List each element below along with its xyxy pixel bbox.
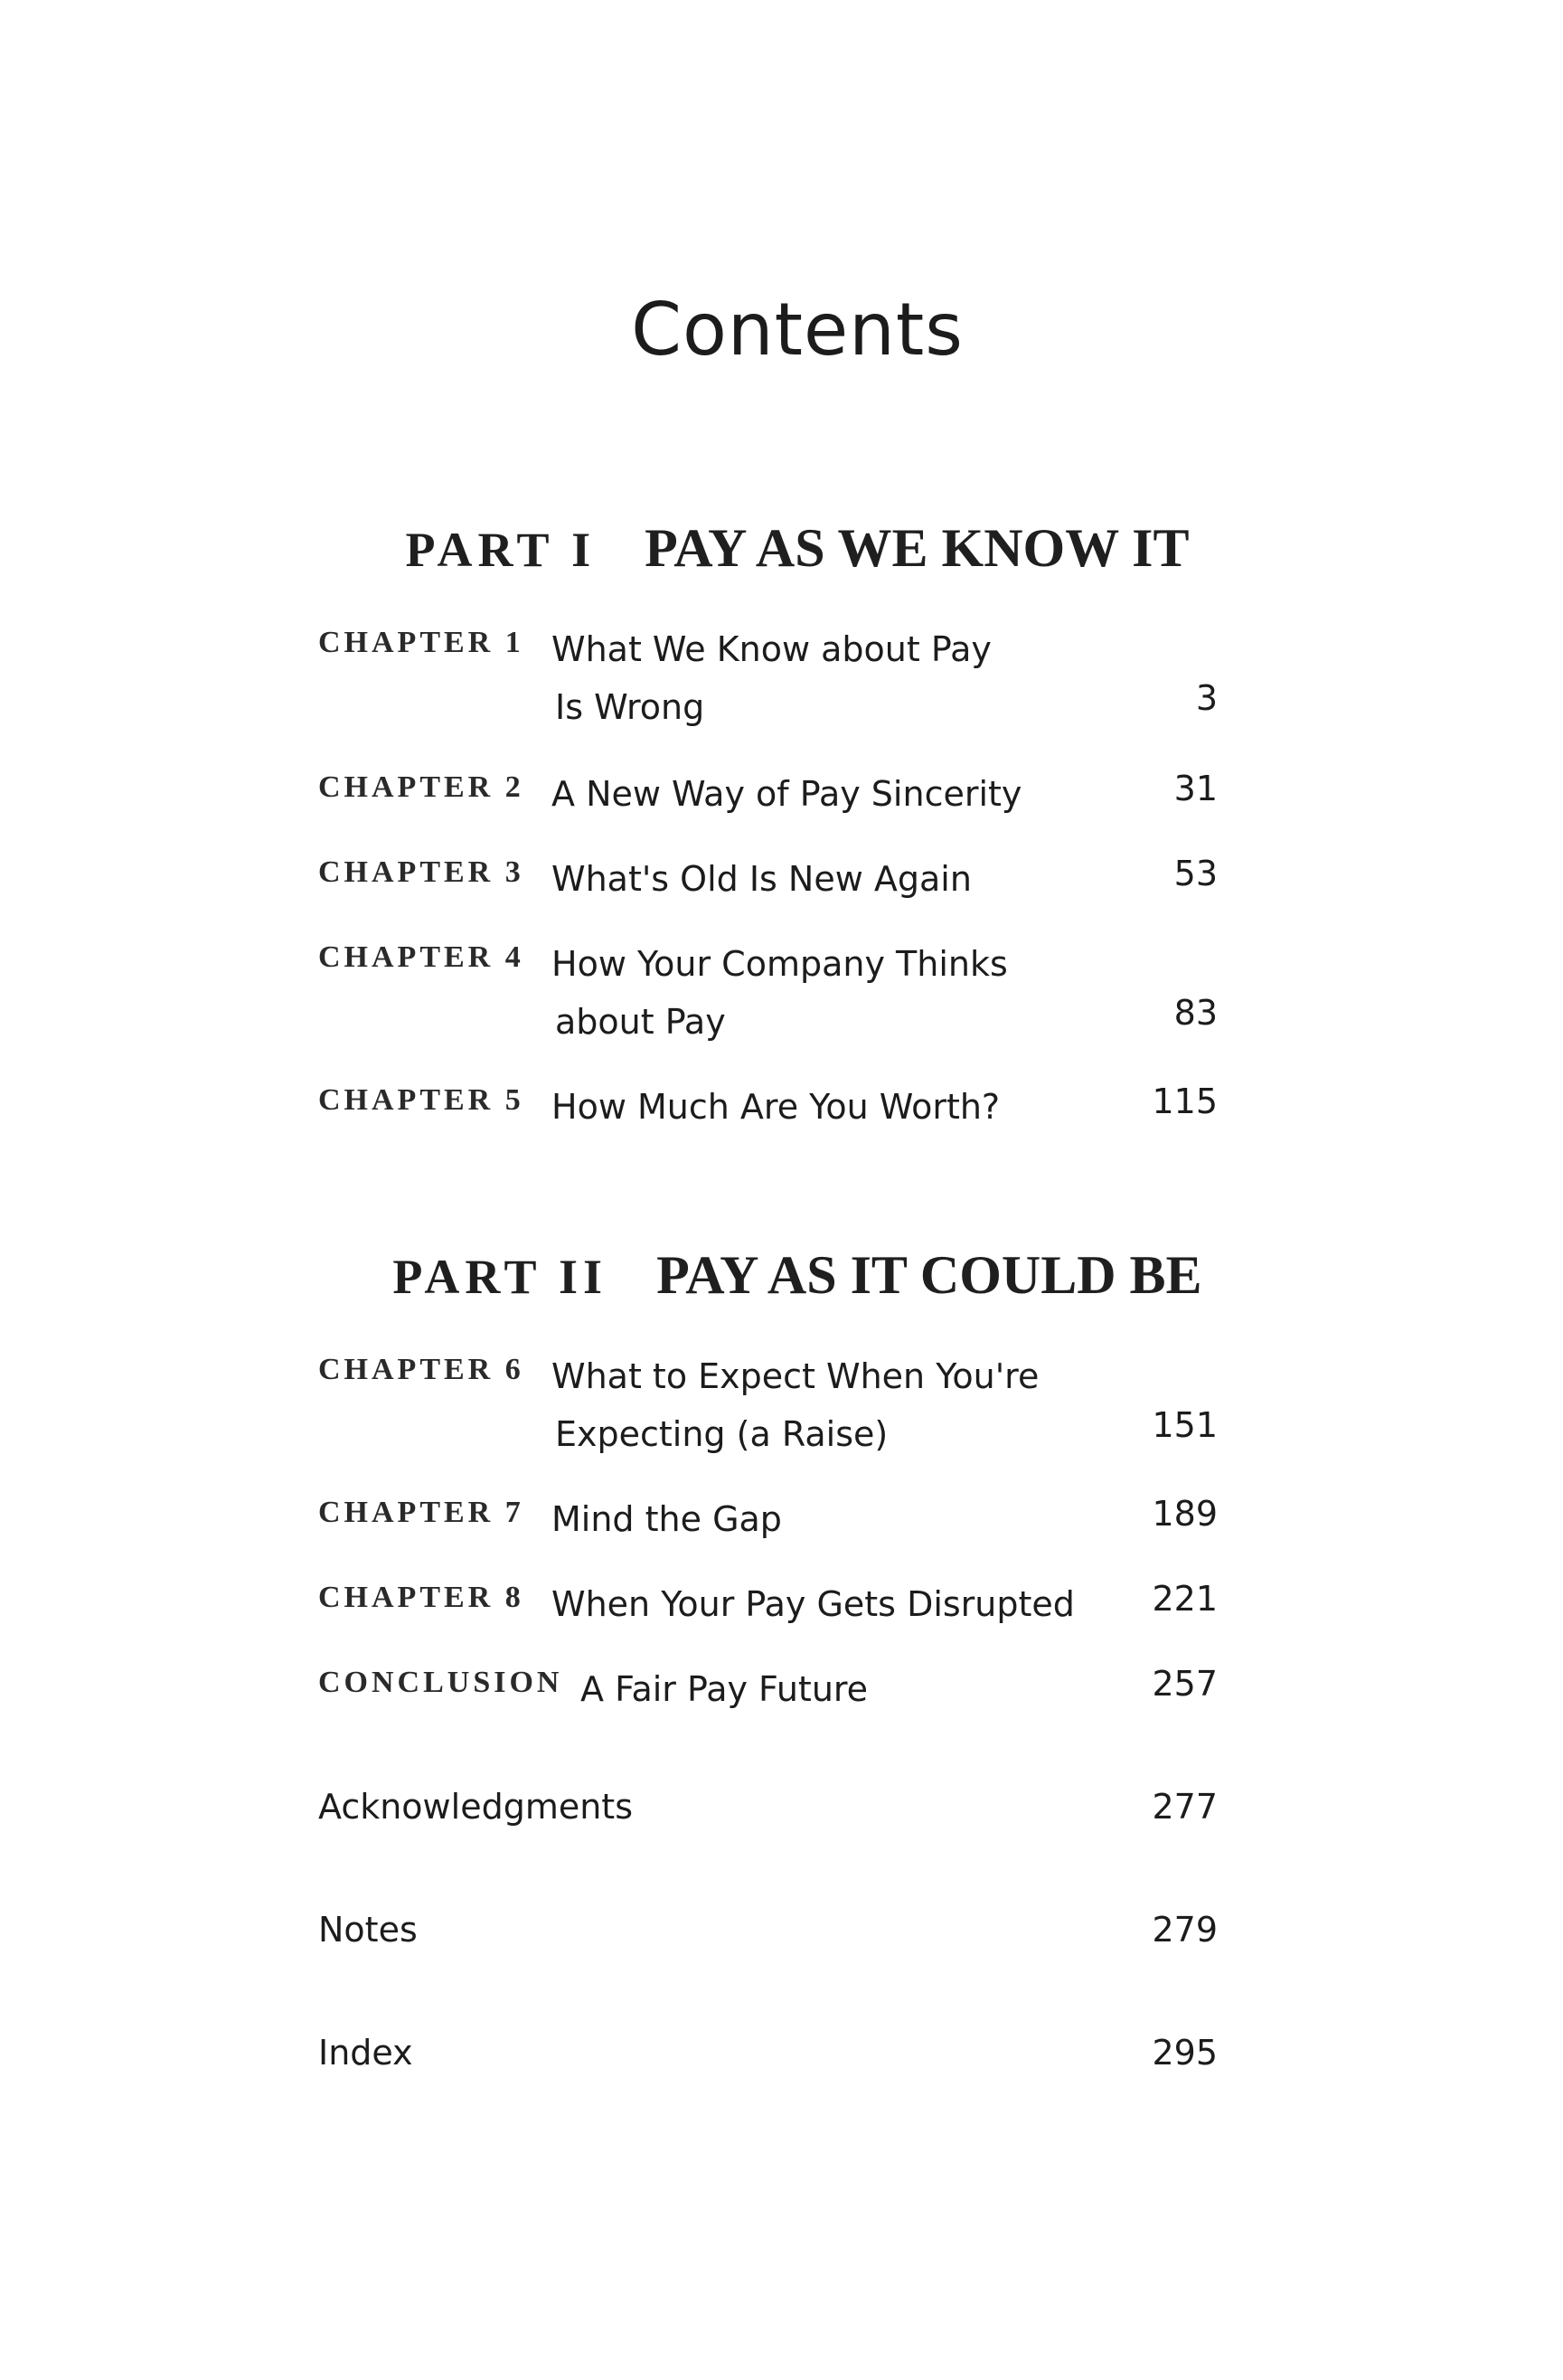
chapter-title	[551, 935, 1112, 1051]
chapter-label: CHAPTER 5	[318, 1083, 524, 1117]
toc-entry-chapter-2[interactable]	[318, 770, 1218, 825]
chapter-label: CONCLUSION	[318, 1666, 563, 1699]
back-matter-title: Acknowledgments	[318, 1787, 633, 1827]
chapter-title-line: Expecting (a Raise)	[555, 1414, 889, 1454]
page-number: 115	[1152, 1081, 1218, 1121]
toc-entry-chapter-5[interactable]	[318, 1083, 1218, 1138]
toc-entry-chapter-3[interactable]	[318, 855, 1218, 910]
toc-entry-notes[interactable]	[318, 1910, 1218, 1964]
toc-entry-index[interactable]	[318, 2033, 1218, 2087]
chapter-title-line: A Fair Pay Future	[580, 1669, 869, 1709]
page-number: 53	[1173, 854, 1218, 893]
page-number: 277	[1152, 1787, 1218, 1827]
chapter-title	[551, 1078, 1112, 1136]
toc-entry-conclusion[interactable]	[318, 1666, 1218, 1720]
page-number: 295	[1152, 2033, 1218, 2073]
toc-entry-chapter-6[interactable]	[318, 1353, 1218, 1479]
page-title: Contents	[631, 288, 964, 372]
chapter-title	[551, 850, 1112, 908]
chapter-title-line: Mind the Gap	[551, 1499, 782, 1539]
part-label: PART I	[405, 523, 597, 577]
chapter-title-line: When Your Pay Gets Disrupted	[551, 1584, 1075, 1624]
back-matter-title: Index	[318, 2033, 413, 2073]
chapter-title-line: What We Know about Pay	[551, 629, 992, 669]
page-number: 257	[1152, 1664, 1218, 1704]
toc-entry-chapter-7[interactable]	[318, 1496, 1218, 1550]
chapter-label: CHAPTER 1	[318, 626, 524, 659]
page-number: 221	[1152, 1579, 1218, 1619]
chapter-label: CHAPTER 7	[318, 1496, 524, 1529]
chapter-label: CHAPTER 8	[318, 1581, 524, 1614]
chapter-label: CHAPTER 3	[318, 855, 524, 889]
toc-entry-acknowledgments[interactable]	[318, 1787, 1218, 1841]
chapter-label: CHAPTER 2	[318, 770, 524, 804]
toc-entry-chapter-4[interactable]	[318, 940, 1218, 1067]
part-name: PAY AS IT COULD BE	[656, 1245, 1202, 1305]
chapter-title	[551, 1490, 1112, 1548]
chapter-title-line: What to Expect When You're	[551, 1356, 1040, 1396]
page-number: 189	[1152, 1494, 1218, 1534]
chapter-title	[580, 1660, 1141, 1718]
chapter-title	[551, 620, 1112, 736]
chapter-title-line: about Pay	[555, 1002, 726, 1042]
chapter-title-line: How Much Are You Worth?	[551, 1087, 1001, 1127]
chapter-label: CHAPTER 6	[318, 1353, 524, 1386]
page-number: 3	[1195, 678, 1218, 718]
toc-entry-chapter-8[interactable]	[318, 1581, 1218, 1635]
page-number: 279	[1152, 1910, 1218, 1950]
back-matter-title: Notes	[318, 1910, 418, 1950]
chapter-title-line: Is Wrong	[555, 687, 705, 727]
page-number: 83	[1173, 993, 1218, 1033]
part-name: PAY AS WE KNOW IT	[645, 518, 1190, 578]
chapter-title	[551, 1347, 1112, 1463]
page-number: 151	[1152, 1405, 1218, 1445]
chapter-title-line: A New Way of Pay Sincerity	[551, 774, 1022, 814]
part-heading-1	[0, 517, 1563, 580]
chapter-title-line: How Your Company Thinks	[551, 944, 1008, 984]
chapter-title-line: What's Old Is New Again	[551, 859, 972, 899]
chapter-title	[551, 765, 1112, 823]
page-number: 31	[1173, 769, 1218, 808]
part-heading-2	[0, 1244, 1563, 1307]
chapter-title	[551, 1575, 1112, 1633]
chapter-label: CHAPTER 4	[318, 940, 524, 974]
part-label: PART II	[392, 1250, 608, 1304]
toc-entry-chapter-1[interactable]	[318, 626, 1218, 752]
